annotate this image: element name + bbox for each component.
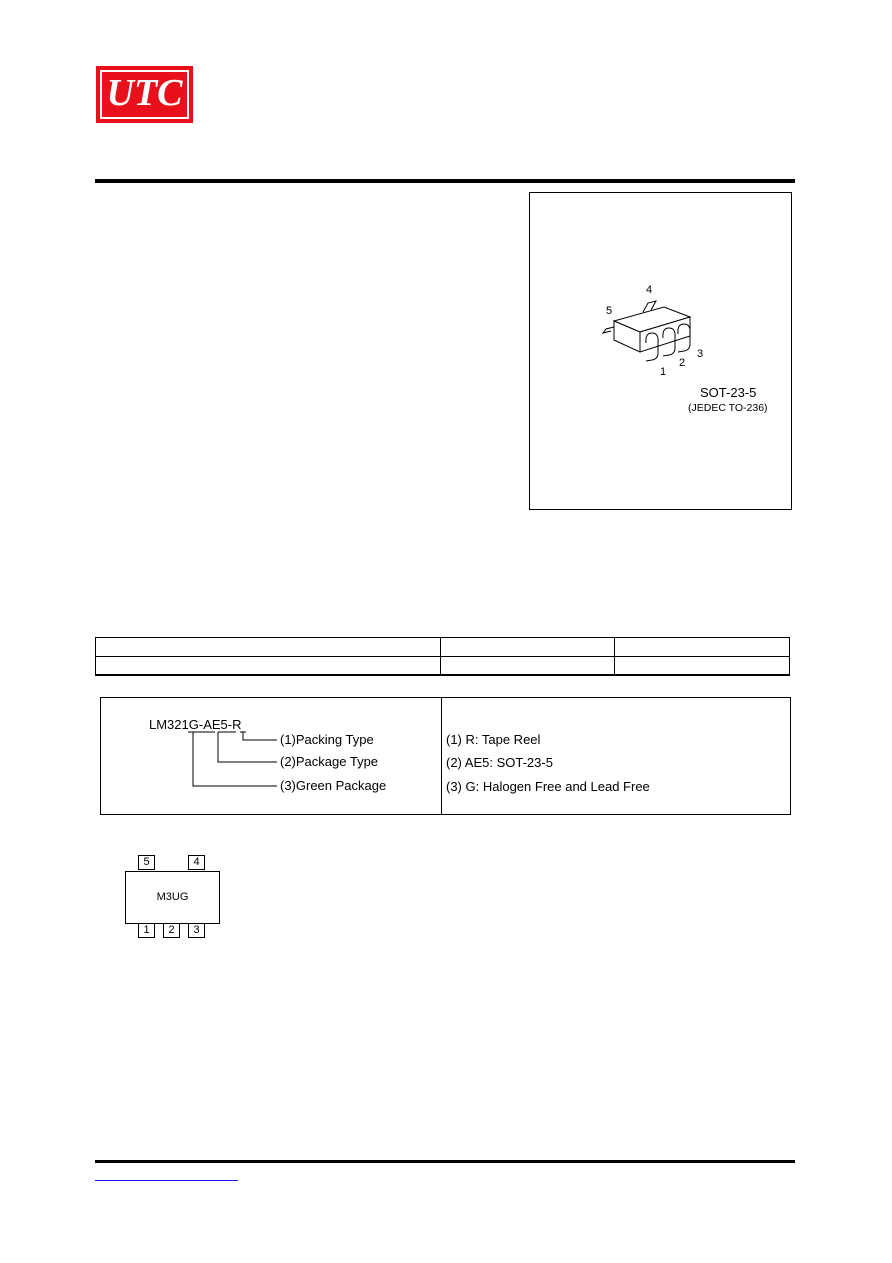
marking-body: M3UG [125, 871, 220, 924]
part-number-divider [441, 698, 442, 814]
footer-rule [95, 1160, 795, 1163]
ordering-table [95, 637, 790, 676]
marking-pin-4: 4 [188, 855, 205, 870]
sot23-5-package-illustration [530, 193, 793, 511]
marking-pin-3: 3 [188, 923, 205, 938]
package-name: SOT-23-5 [700, 385, 757, 400]
marking-pin-1: 1 [138, 923, 155, 938]
pin-label-5: 5 [606, 305, 613, 317]
pin-label-1: 1 [660, 366, 667, 378]
logo-text: UTC [106, 72, 183, 114]
marking-pin-2: 2 [163, 923, 180, 938]
package-figure [529, 192, 792, 510]
part-number-box [100, 697, 791, 815]
footer-website-link[interactable] [95, 1170, 238, 1181]
pin-label-2: 2 [679, 357, 686, 369]
package-type-description: (2) AE5: SOT-23-5 [446, 755, 553, 770]
header-rule [95, 179, 795, 183]
marking-pin-5: 5 [138, 855, 155, 870]
package-jedec: (JEDEC TO-236) [688, 402, 768, 414]
table-col-divider [440, 638, 441, 674]
pin-label-3: 3 [697, 348, 704, 360]
table-col-divider [614, 638, 615, 674]
part-number-code: LM321G-AE5-R [149, 717, 242, 732]
utc-logo [96, 66, 193, 123]
packing-type-description: (1) R: Tape Reel [446, 732, 541, 747]
pin-label-4: 4 [646, 284, 653, 296]
packing-type-label: (1)Packing Type [280, 732, 374, 747]
package-type-label: (2)Package Type [280, 754, 379, 769]
green-package-description: (3) G: Halogen Free and Lead Free [446, 779, 650, 794]
marking-diagram [122, 853, 222, 939]
part-number-leader-lines [101, 698, 441, 816]
table-row-divider [96, 656, 789, 657]
green-package-label: (3)Green Package [280, 778, 387, 793]
